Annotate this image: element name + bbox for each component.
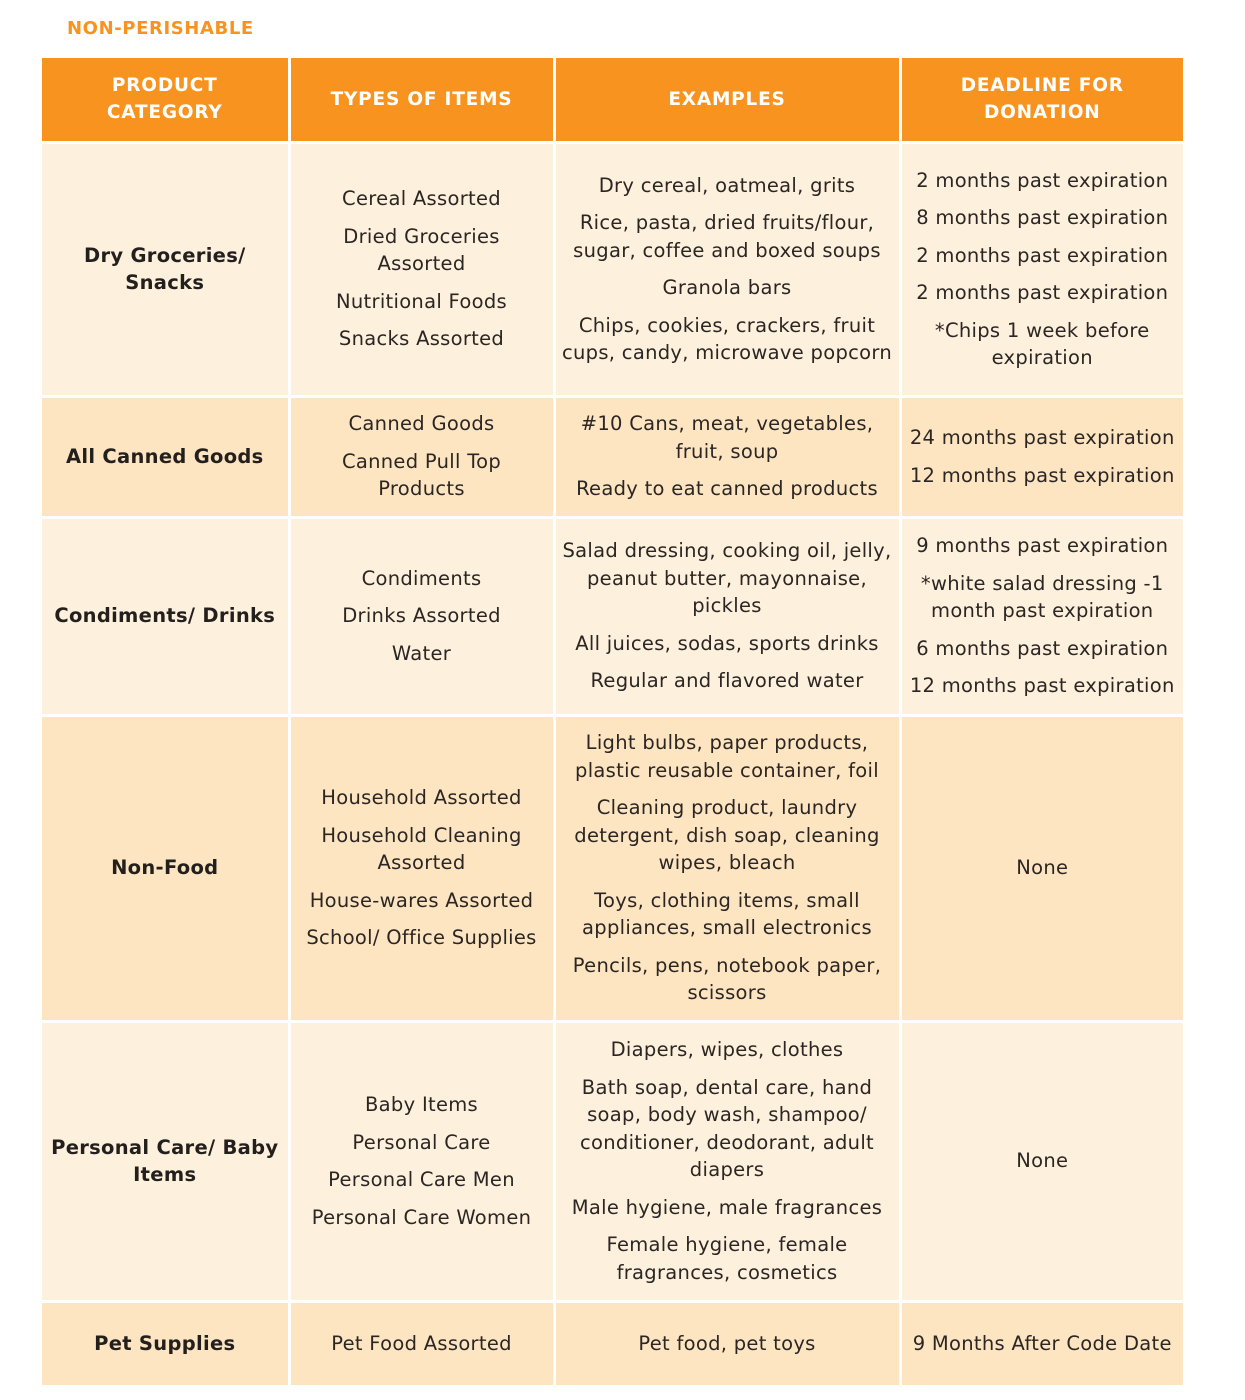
example-item: #10 Cans, meat, vegetables, fruit, soup: [580, 412, 874, 463]
deadline-cell: [900, 142, 1183, 396]
types-cell: [289, 396, 554, 517]
category-cell: Non-Food: [42, 715, 289, 1021]
example-item: Rice, pasta, dried fruits/flour, sugar, coffee and boxed soups: [573, 211, 881, 262]
example-item: Dry cereal, oatmeal, grits: [598, 173, 856, 197]
types-cell: [289, 715, 554, 1021]
example-item: Regular and flavored water: [590, 669, 864, 693]
table-row: [42, 715, 1183, 1021]
table-row: [42, 1021, 1183, 1301]
deadline-cell: [900, 1021, 1183, 1301]
category-cell: Dry Groceries/ Snacks: [42, 142, 289, 396]
example-item: Chips, cookies, crackers, fruit cups, candy, microwave popcorn: [561, 313, 893, 364]
deadline-cell: [900, 715, 1183, 1021]
type-item: Cereal Assorted: [342, 187, 501, 211]
category-cell: Condiments/ Drinks: [42, 517, 289, 715]
example-item: Diapers, wipes, clothes: [610, 1038, 844, 1061]
example-item: Bath soap, dental care, hand soap, body wash, shampoo/ conditioner, deodorant, adult diapers: [579, 1075, 874, 1181]
type-item: Household Cleaning Assorted: [321, 823, 522, 875]
types-cell: [289, 1301, 554, 1385]
example-item: Salad dressing, cooking oil, jelly, peanut butter, mayonnaise, pickles: [562, 539, 892, 618]
deadline-item: None: [1016, 856, 1069, 880]
type-item: Canned Goods: [348, 412, 495, 436]
table-row: [42, 396, 1183, 517]
deadline-item: 9 months past expiration: [916, 534, 1169, 558]
category-cell: Pet Supplies: [42, 1301, 289, 1385]
example-item: All juices, sodas, sports drinks: [575, 631, 879, 655]
deadline-item: 8 months past expiration: [916, 206, 1169, 229]
table-row: [42, 1301, 1183, 1385]
type-item: Pet Food Assorted: [331, 1332, 512, 1355]
deadline-cell: [900, 396, 1183, 517]
type-item: Personal Care: [352, 1130, 491, 1154]
deadline-item: *Chips 1 week before expiration: [934, 318, 1150, 369]
type-item: Canned Pull Top Products: [341, 449, 502, 501]
examples-cell: [554, 517, 900, 715]
types-cell: [289, 1021, 554, 1301]
deadline-item: *white salad dressing -1 month past expiration: [920, 571, 1164, 623]
deadline-item: 2 months past expiration: [916, 243, 1169, 267]
example-item: Female hygiene, female fragrances, cosmetics: [606, 1233, 848, 1284]
header-examples: EXAMPLES: [554, 58, 900, 142]
deadline-item: 12 months past expiration: [909, 463, 1175, 487]
category-cell: All Canned Goods: [42, 396, 289, 517]
example-item: Light bulbs, paper products, plastic reusable container, foil: [575, 731, 879, 782]
type-item: Water: [391, 641, 452, 665]
type-item: Baby Items: [365, 1093, 478, 1116]
table-header-row: [42, 58, 1183, 142]
types-cell: [289, 142, 554, 396]
example-item: Toys, clothing items, small appliances, small electronics: [582, 888, 872, 940]
deadline-cell: [900, 517, 1183, 715]
category-cell: Personal Care/ Baby Items: [42, 1021, 289, 1301]
example-item: Pet food, pet toys: [638, 1332, 816, 1355]
deadline-item: 12 months past expiration: [909, 674, 1175, 698]
example-item: Pencils, pens, notebook paper, scissors: [572, 953, 882, 1005]
deadline-item: 6 months past expiration: [916, 636, 1169, 660]
examples-cell: [554, 1301, 900, 1385]
table-row: [42, 142, 1183, 396]
example-item: Granola bars: [662, 276, 792, 299]
example-item: Cleaning product, laundry detergent, dish soap, cleaning wipes, bleach: [574, 796, 880, 875]
header-types-of-items: TYPES OF ITEMS: [289, 58, 554, 142]
header-deadline-for-donation: DEADLINE FOR DONATION: [900, 58, 1183, 142]
table-row: [42, 517, 1183, 715]
deadline-item: 2 months past expiration: [916, 168, 1169, 192]
type-item: Household Assorted: [321, 786, 522, 810]
examples-cell: [554, 715, 900, 1021]
deadline-item: 2 months past expiration: [916, 281, 1169, 304]
type-item: School/ Office Supplies: [306, 926, 537, 950]
type-item: House-wares Assorted: [309, 888, 534, 912]
section-title: NON-PERISHABLE: [67, 18, 254, 39]
type-item: Snacks Assorted: [338, 327, 505, 351]
type-item: Drinks Assorted: [342, 604, 501, 628]
deadline-cell: [900, 1301, 1183, 1385]
deadline-item: 24 months past expiration: [909, 426, 1175, 449]
examples-cell: [554, 396, 900, 517]
deadline-item: None: [1016, 1149, 1069, 1173]
type-item: Dried Groceries Assorted: [343, 224, 500, 276]
types-cell: [289, 517, 554, 715]
examples-cell: [554, 1021, 900, 1301]
type-item: Nutritional Foods: [336, 289, 507, 313]
type-item: Personal Care Men: [328, 1168, 515, 1191]
donation-guidelines-table: [42, 58, 1183, 1385]
example-item: Ready to eat canned products: [576, 477, 878, 501]
type-item: Condiments: [361, 566, 482, 590]
type-item: Personal Care Women: [311, 1205, 532, 1229]
example-item: Male hygiene, male fragrances: [571, 1195, 883, 1219]
examples-cell: [554, 142, 900, 396]
header-product-category: PRODUCT CATEGORY: [42, 58, 289, 142]
deadline-item: 9 Months After Code Date: [912, 1332, 1172, 1355]
